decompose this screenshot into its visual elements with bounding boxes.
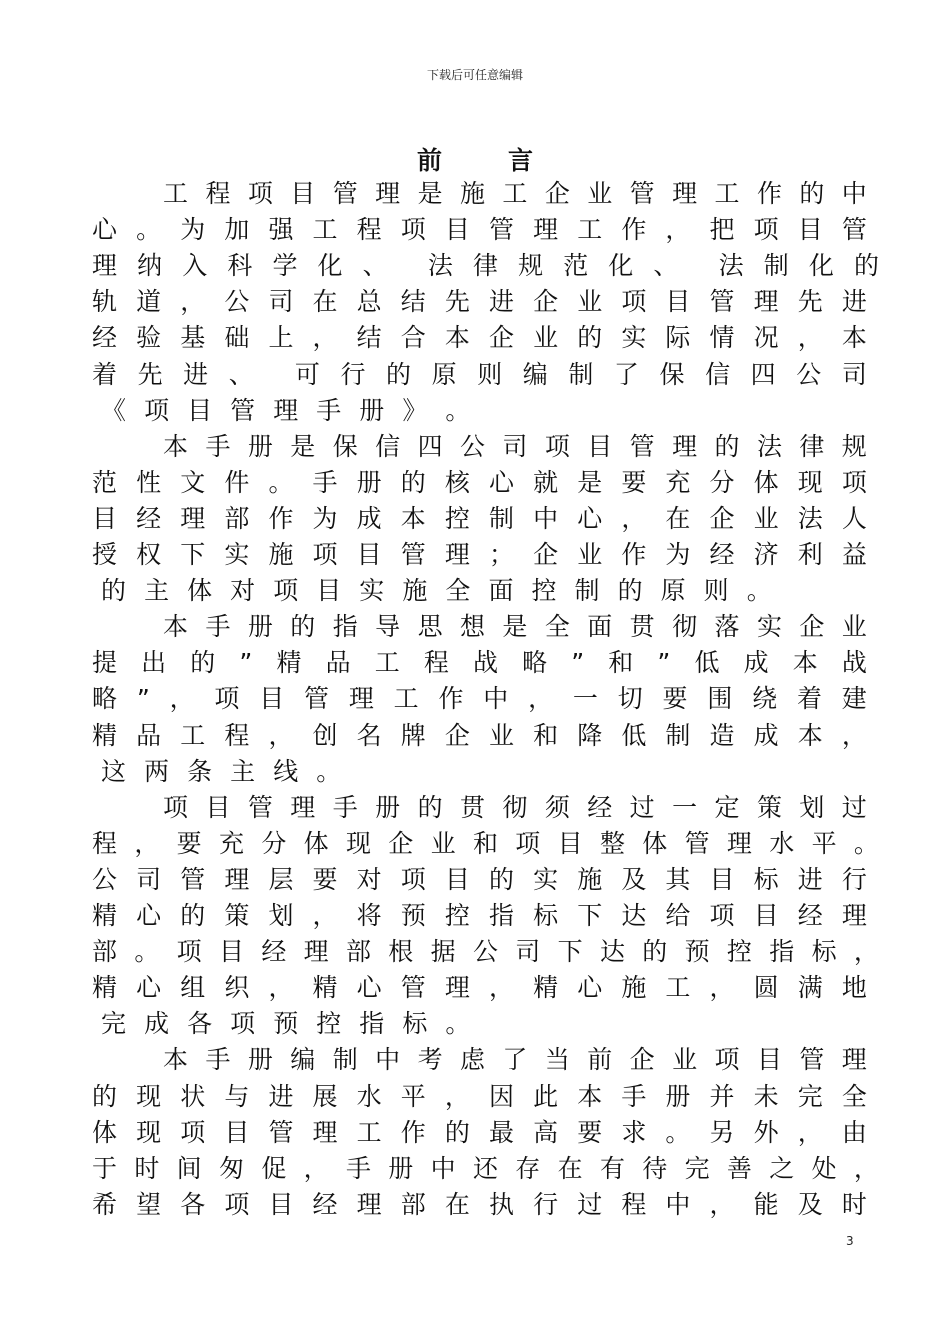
text-line: 程 ， 要 充 分 体 现 企 业 和 项 目 整 体 管 理 水 平 。 xyxy=(92,828,879,858)
text-line: 本 手 册 编 制 中 考 虑 了 当 前 企 业 项 目 管 理 xyxy=(163,1045,867,1075)
text-line: 精 心 组 织 ， 精 心 管 理 ， 精 心 施 工 ， 圆 满 地 xyxy=(92,973,867,1003)
text-line: 体 现 项 目 管 理 工 作 的 最 高 要 求 。 另 外 ， 由 xyxy=(92,1117,867,1147)
text-line: 于 时 间 匆 促 ， 手 册 中 还 存 在 有 待 完 善 之 处 ， xyxy=(92,1153,879,1183)
text-line: 希 望 各 项 目 经 理 部 在 执 行 过 程 中 ， 能 及 时 xyxy=(92,1189,867,1219)
text-line: 目 经 理 部 作 为 成 本 控 制 中 心 ， 在 企 业 法 人 xyxy=(92,503,867,533)
text-line: 精 品 工 程 ， 创 名 牌 企 业 和 降 低 制 造 成 本 ， xyxy=(92,720,867,750)
text-line: 着 先 进 、 可 行 的 原 则 编 制 了 保 信 四 公 司 xyxy=(92,359,867,389)
text-line: 部 。 项 目 经 理 部 根 据 公 司 下 达 的 预 控 指 标 ， xyxy=(92,937,879,967)
text-line: 范 性 文 件 。 手 册 的 核 心 就 是 要 充 分 体 现 项 xyxy=(92,467,867,497)
text-line: 授 权 下 实 施 项 目 管 理 ； 企 业 作 为 经 济 利 益 xyxy=(92,540,867,569)
text-line: 工 程 项 目 管 理 是 施 工 企 业 管 理 工 作 的 中 xyxy=(163,179,867,208)
text-line: 理 纳 入 科 学 化 、 法 律 规 范 化 、 法 制 化 的 xyxy=(92,251,879,281)
page-header-note: 下载后可任意编辑 xyxy=(426,68,523,82)
text-line: 的 主 体 对 项 目 实 施 全 面 控 制 的 原 则 。 xyxy=(101,576,772,606)
text-line: 本 手 册 的 指 导 思 想 是 全 面 贯 彻 落 实 企 业 xyxy=(163,612,867,642)
text-line: 轨 道 ， 公 司 在 总 结 先 进 企 业 项 目 管 理 先 进 xyxy=(92,287,867,317)
text-line: 完 成 各 项 预 控 指 标 。 xyxy=(101,1009,471,1039)
text-line: 的 现 状 与 进 展 水 平 ， 因 此 本 手 册 并 未 完 全 xyxy=(92,1081,867,1111)
text-line: 项 目 管 理 手 册 的 贯 彻 须 经 过 一 定 策 划 过 xyxy=(163,792,867,822)
text-line: 心 。 为 加 强 工 程 项 目 管 理 工 作 ， 把 项 目 管 xyxy=(92,215,867,245)
text-line: 这 两 条 主 线 。 xyxy=(101,756,342,786)
text-line: 略 ” ， 项 目 管 理 工 作 中 ， 一 切 要 围 绕 着 建 xyxy=(92,684,867,714)
text-line: 精 心 的 策 划 ， 将 预 控 指 标 下 达 给 项 目 经 理 xyxy=(92,901,867,930)
page-number: 3 xyxy=(846,1234,854,1248)
text-line: 公 司 管 理 层 要 对 项 目 的 实 施 及 其 目 标 进 行 xyxy=(92,864,867,894)
text-line: 经 验 基 础 上 ， 结 合 本 企 业 的 实 际 情 况 ， 本 xyxy=(92,323,867,353)
text-line: 本 手 册 是 保 信 四 公 司 项 目 管 理 的 法 律 规 xyxy=(163,431,867,461)
text-line: 《 项 目 管 理 手 册 》 。 xyxy=(101,395,471,425)
text-line: 提 出 的 ” 精 品 工 程 战 略 ” 和 ” 低 成 本 战 xyxy=(92,648,867,678)
page-title: 前言 xyxy=(416,146,599,175)
